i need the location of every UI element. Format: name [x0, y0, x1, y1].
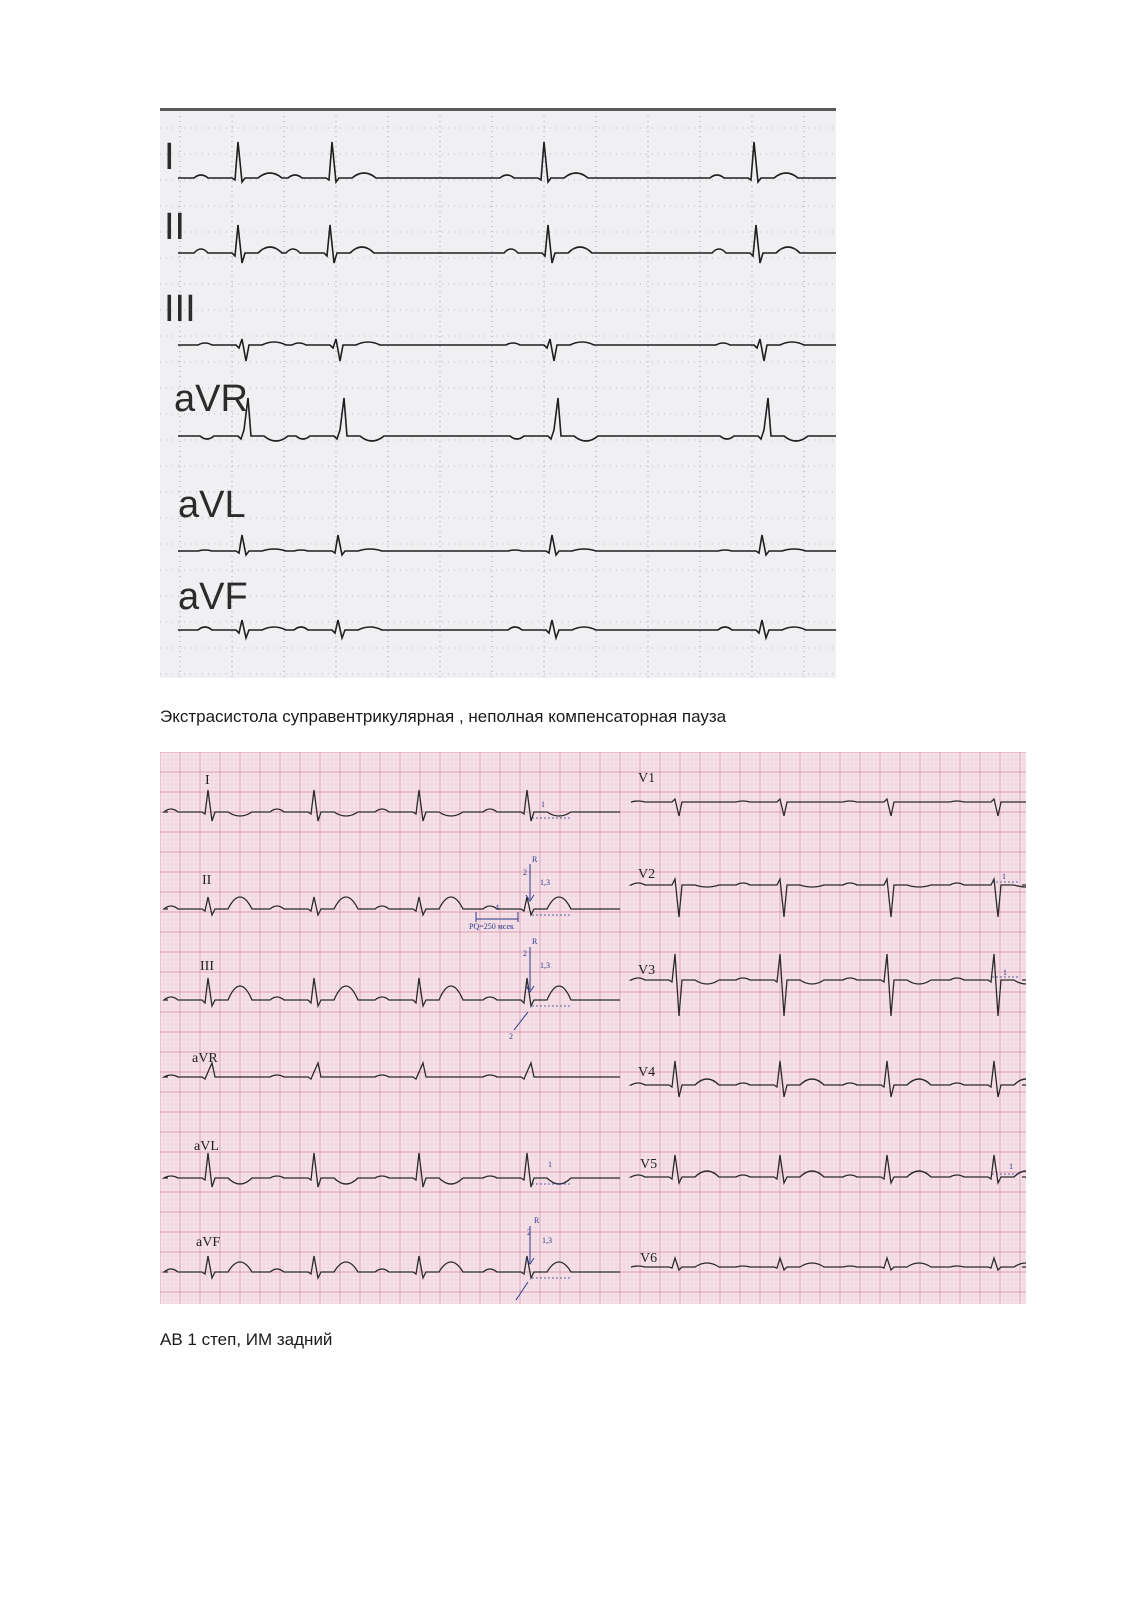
- ecg2-trace-v5: [631, 1155, 1026, 1183]
- num-1-avl: 1: [548, 1160, 552, 1169]
- pq-interval-label: PQ=250 мсек: [469, 922, 514, 931]
- ecg2-lead-label-avf: aVF: [196, 1235, 221, 1250]
- ecg1-lead-label-avl: aVL: [178, 484, 246, 526]
- ecg2-trace-v3: [631, 954, 1026, 1016]
- ecg1-trace-avf: [178, 620, 836, 638]
- ecg1-lead-label-ii: II: [164, 206, 186, 248]
- pq-number-label: 4: [495, 903, 499, 912]
- ecg1-trace-avr: [178, 398, 836, 441]
- ecg2-lead-label-i: I: [205, 773, 210, 788]
- ecg-figure-1: [160, 108, 836, 678]
- num-1-v3: 1: [1003, 968, 1007, 977]
- ecg1-lead-label-avf: aVF: [178, 576, 248, 618]
- ecg2-lead-label-iii: III: [200, 959, 214, 974]
- ecg1-trace-iii: [178, 339, 836, 361]
- ecg-figure-1-traces: [160, 108, 836, 678]
- num-1-i: 1: [541, 800, 545, 809]
- ecg1-lead-label-iii: III: [164, 288, 196, 330]
- ecg1-trace-ii: [178, 225, 836, 263]
- ecg1-lead-label-avr: aVR: [174, 378, 248, 420]
- ecg2-lead-label-v1: V1: [638, 771, 656, 786]
- caption-2: АВ 1 степ, ИМ задний: [160, 1330, 333, 1349]
- r-label-avf: R: [534, 1216, 540, 1225]
- num-13-ii: 1,3: [540, 878, 550, 887]
- ecg2-lead-label-ii: II: [202, 873, 212, 888]
- ecg2-trace-v2: [631, 879, 1026, 917]
- num-13-iii: 1,3: [540, 961, 550, 970]
- ecg2-lead-label-v6: V6: [640, 1251, 658, 1266]
- ecg1-trace-avl: [178, 535, 836, 555]
- num-1-v5: 1: [1009, 1162, 1013, 1171]
- ecg2-lead-label-v2: V2: [638, 867, 656, 882]
- num-2-avf: 2: [527, 1228, 531, 1237]
- ecg1-lead-label-i: I: [164, 136, 175, 178]
- ecg2-lead-label-v5: V5: [640, 1157, 658, 1172]
- num-2-iii-low: 2: [509, 1032, 513, 1041]
- ecg-figure-2: [160, 752, 1026, 1304]
- ecg2-lead-label-v4: V4: [638, 1065, 656, 1080]
- caption-1: Экстрасистола суправентрикулярная , неполная компенсаторная пауза: [160, 707, 727, 726]
- num-2-iii: 2: [523, 949, 527, 958]
- r-label-ii: R: [532, 855, 538, 864]
- r-label-iii: R: [532, 937, 538, 946]
- ecg2-lead-label-avl: aVL: [194, 1139, 219, 1154]
- ecg2-lead-label-avr: aVR: [192, 1051, 218, 1066]
- ecg2-lead-label-v3: V3: [638, 963, 656, 978]
- ecg2-trace-v1: [631, 799, 1026, 816]
- num-2-ii: 2: [523, 868, 527, 877]
- num-1-v2: 1: [1002, 872, 1006, 881]
- ecg1-trace-i: [178, 142, 836, 182]
- diagonal-arrow-avf: [516, 1282, 528, 1300]
- ecg-figure-2-traces: [160, 752, 1026, 1304]
- num-13-avf: 1,3: [542, 1236, 552, 1245]
